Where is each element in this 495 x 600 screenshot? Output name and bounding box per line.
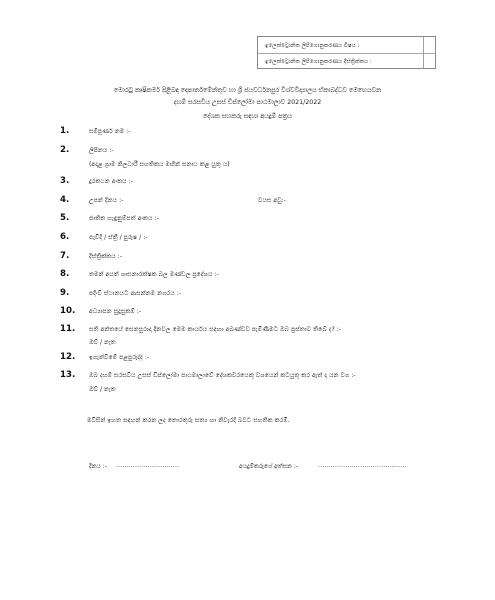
item-number-7: 7. (60, 251, 70, 261)
age-label: වයස අවු:- (258, 197, 286, 204)
district-label: දිස්ත්‍රික්කය :- (89, 253, 123, 260)
date-line: .............................. (116, 462, 180, 469)
qualifications-label: අධ්‍යාපන සුදුසුකම් :- (89, 308, 142, 315)
council-area-label: තමන් අයත් ශාසනාරක්ෂක බල මණ්ඩල ප්‍රදේශය :- (89, 271, 219, 278)
nic-label: ජාතික හැඳුනුම්පත් අංකය :- (89, 215, 159, 222)
previous-lecturer-options: ඔව් / නැත (89, 386, 116, 393)
item-number-5: 5. (60, 213, 70, 223)
signature-label: අයදුම්කරුගේ අත්සන :- (239, 463, 299, 470)
item-number-8: 8. (60, 269, 70, 279)
date-label: දිනය :- (89, 463, 107, 470)
signature-line: .......................................... (318, 462, 407, 469)
item-number-9: 9. (60, 288, 70, 298)
weekend-availability-question: සති අන්තයේ සෙනසුරාදා දිනවල මෙම කාර්යය සඳහා අඛණ්ඩව පැමිණිමට ඔබ ප්‍රස්තාව තිබේ ද? :- (89, 326, 342, 333)
address-label: ලිපිනය :- (89, 147, 114, 154)
item-number-12: 12. (60, 352, 76, 362)
weekend-availability-options: ඔව් / නැත (89, 339, 116, 346)
status-label: පැවිදි / ස්ත්‍රී / පුරුෂ / :- (89, 234, 148, 241)
full-name-label: සම්පූර්ණ නම :- (89, 128, 131, 135)
office-box-subject: ඉලෙක්ට්‍රොනික ලිපිගොනුකරණය විෂය : (265, 43, 360, 49)
nearest-town-label: පදිංචි ස්ථානයට ආසන්නම නගරය :- (89, 290, 182, 297)
teaching-experience-label: ඉගැන්වීමේ පළපුරුද්ද :- (89, 354, 150, 361)
office-use-box (257, 36, 436, 69)
item-number-6: 6. (60, 232, 70, 242)
header-course: දහම් සරසවිය උසස් ඩිප්ලෝමා පාඨමාලාව 2021/2022 (173, 99, 322, 106)
item-number-13: 13. (60, 370, 76, 380)
item-number-3: 3. (60, 176, 70, 186)
address-note: (අදාළ ග්‍රාම නිලධාරී සහතිකය මඟින් සනාථ කළ යුතු ය) (89, 161, 230, 168)
header-form-title: දේශක සහකරු සඳහා අයදුම් පත්‍රය (203, 113, 292, 120)
item-number-1: 1. (60, 126, 70, 136)
previous-lecturer-question: ඔබ දහම් සරසවිය උසස් ඩිප්ලෝමා පාඨමාලාවේ දේශකවරයෙකු වශයෙන් කටයුතු කර ඇත් ද යන වග :- (89, 372, 356, 379)
item-number-4: 4. (60, 195, 70, 205)
phone-label: දුරකථන අංකය :- (89, 178, 133, 185)
item-number-10: 10. (60, 306, 76, 316)
declaration-text: මවිසින් ඉහත සඳහන් කරන ලද තොරතුරු සත්‍ය හා නිවැරදි බවට සහතික කරමි. (87, 417, 290, 424)
office-box-district: ඉලෙක්ට්‍රොනික ලිපිගොනුකරණය දිස්ත්‍රික්කය : (265, 59, 372, 65)
office-box-column-line (423, 37, 424, 68)
item-number-11: 11. (60, 324, 76, 334)
header-organisation: මොරටු කෘෂිකර්ම පිළිබඳ දෙපාර්තමේන්තුව හා ශ්‍රී ජයවර්ධනපුර විශ්වවිද්‍යාලය ඒකාබද්ධව මෙහෙයවන (113, 87, 382, 94)
birth-date-label: උපන් දිනය :- (89, 197, 124, 204)
item-number-2: 2. (60, 145, 70, 155)
office-box-divider (258, 53, 435, 54)
